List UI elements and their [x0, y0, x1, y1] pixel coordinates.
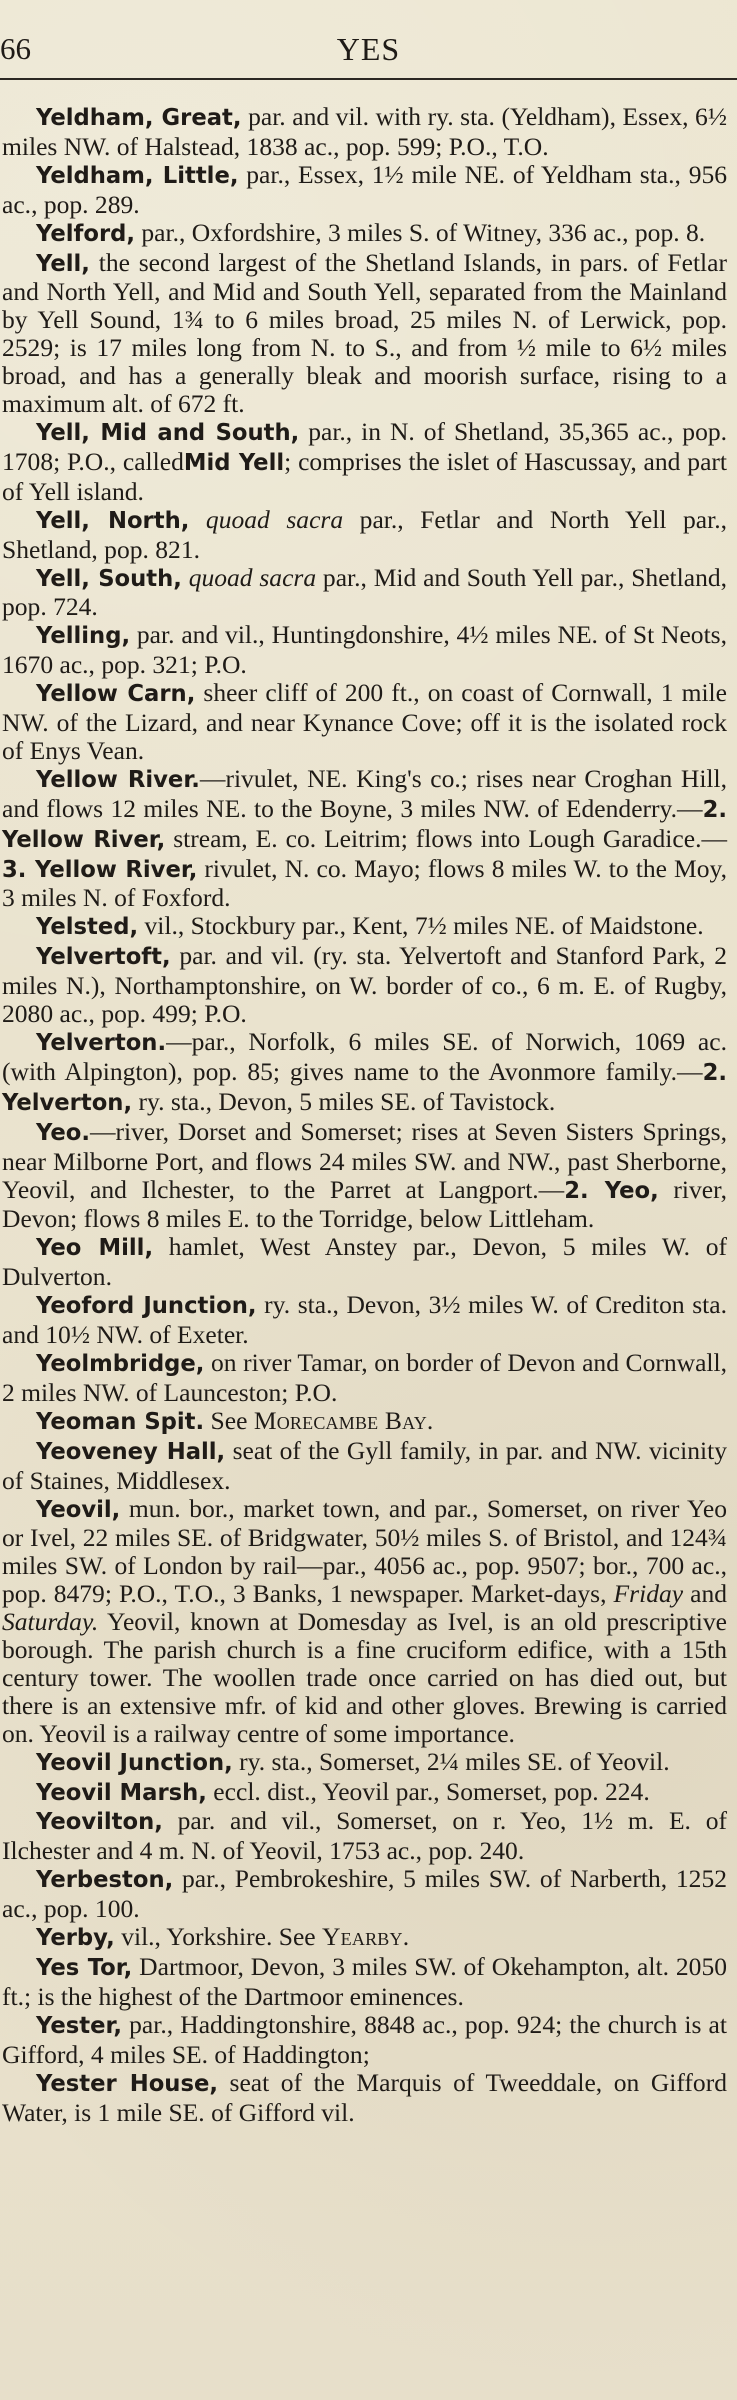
- entry-text: Dartmoor, Devon, 3 miles SW. of Okehampton, alt. 2050 ft.; is the highest of the Dartmoor eminences.: [2, 1952, 727, 2011]
- entry-tail: Yeovil, known at Domesday as Ivel, is an old prescriptive borough. The parish church is a fine cruciform edifice, with a 15th century tower. The woollen trade once carried on has died out, but there is an extensive mfr. of kid and other gloves. Brewing is carried on. Yeovil is a railway centre of some importance.: [2, 1607, 727, 1748]
- entry-yeoford-junction: [2, 1291, 727, 1349]
- entry-yelverton: [2, 1028, 727, 1118]
- headword: Yeo.: [36, 1119, 90, 1146]
- headword: Yelsted,: [36, 914, 139, 941]
- entry-text: mun. bor., market town, and par., Somerset, on river Yeo or Ivel, 22 miles SE. of Bridgwater, 50½ miles S. of Bristol, and 124¾ miles SW. of London by rail—par., 4056 ac., pop. 9507; bor., 700 ac., pop. 8479; P.O., T.O., 3 Banks, 1 newspaper. Market-days,: [2, 1493, 727, 1609]
- entry-text: on river Tamar, on border of Devon and Cornwall, 2 miles NW. of Launceston; P.O.: [2, 1347, 727, 1407]
- header-rule: [0, 78, 737, 80]
- entry-tail: river, Devon; flows 8 miles E. to the Torridge, below Littleham.: [2, 1174, 727, 1234]
- headword: Yeoford Junction,: [36, 1293, 257, 1320]
- entry-text: —river, Dorset and Somerset; rises at Seven Sisters Springs, near Milborne Port, and flows 24 miles SW. and NW., past Sherborne, Yeovil, and Ilchester, to the Parret at Langport.—: [2, 1116, 727, 1204]
- entry-text: ry. sta., Somerset, 2¼ miles SE. of Yeovil.: [232, 1746, 670, 1776]
- entry-text: seat of the Marquis of Tweeddale, on Gifford Water, is 1 mile SE. of Gifford vil.: [2, 2067, 727, 2127]
- entry-text: sheer cliff of 200 ft., on coast of Cornwall, 1 mile NW. of the Lizard, and near Kynance Cove; off it is the isolated rock of Enys Vean.: [2, 678, 727, 765]
- headword: Yeoveney Hall,: [36, 1438, 226, 1465]
- inline-number: 2.: [702, 1059, 727, 1086]
- italic-text: quoad sacra: [205, 504, 344, 534]
- entry-yell-south: [2, 564, 727, 622]
- entry-yeoveney-hall: [2, 1437, 727, 1495]
- cross-reference: Yearby: [322, 1922, 403, 1952]
- entry-yell-mid-and-south: [2, 418, 727, 506]
- page-header: [0, 0, 737, 78]
- entry-yeovil-marsh: [2, 1778, 727, 1808]
- entry-yellow-carn: [2, 679, 727, 765]
- headword: Yell,: [36, 250, 90, 277]
- headword: Yeovil Marsh,: [36, 1779, 207, 1806]
- headword: Yeovilton,: [36, 1809, 163, 1836]
- entry-tail: .: [402, 1922, 410, 1952]
- inline-headword-2: Yellow River,: [26, 856, 198, 883]
- headword: Yelford,: [36, 220, 136, 247]
- entry-text: ry. sta., Devon, 3½ miles W. of Crediton sta. and 10½ NW. of Exeter.: [2, 1290, 727, 1350]
- entry-prefix: [182, 563, 189, 592]
- entry-text: par. and vil., Somerset, on r. Yeo, 1½ m. E. of Ilchester and 4 m. N. of Yeovil, 1753 ac., pop. 240.: [2, 1806, 727, 1866]
- inline-headword: Yeo,: [588, 1177, 659, 1204]
- entry-yell-north: [2, 506, 727, 564]
- entry-text: par., Essex, 1½ mile NE. of Yeldham sta., 956 ac., pop. 289.: [2, 159, 728, 219]
- entry-mid: and: [683, 1579, 727, 1609]
- entry-text: vil., Yorkshire. See: [114, 1922, 323, 1952]
- headword: Yellow Carn,: [36, 681, 196, 708]
- entry-yeldham-great: [2, 103, 727, 161]
- page-number: 66: [0, 31, 31, 66]
- headword: Yell, Mid and South,: [36, 419, 300, 446]
- cross-reference: Morecambe Bay: [253, 1405, 427, 1435]
- entry-text: the second largest of the Shetland Islands, in pars. of Fetlar and North Yell, and Mid and South Yell, separated from the Mainland by Yell Sound, 1¾ to 6 miles broad, 25 miles N. of Lerwick, pop. 2529; is 17 miles long from N. to S., and from ½ mile to 6½ miles broad, and has a generally bleak and moorish surface, rising to a maximum alt. of 672 ft.: [2, 247, 727, 419]
- headword: Yelling,: [36, 623, 131, 650]
- entry-yes-tor: [2, 1953, 727, 2011]
- headword: Yellow River.: [36, 766, 200, 793]
- headword: Yeldham, Great,: [36, 105, 242, 131]
- headword: Yeo Mill,: [36, 1235, 154, 1262]
- entry-yeovilton: [2, 1807, 727, 1865]
- entry-yelvertoft: [2, 942, 727, 1028]
- entry-text: —rivulet, NE. King's co.; rises near Croghan Hill, and flows 12 miles NE. to the Boyne, 3 miles NW. of Edenderry.—: [2, 763, 727, 823]
- entry-yeovil: [2, 1495, 727, 1748]
- entry-yelford: [2, 219, 727, 249]
- entry-yeo: [2, 1118, 727, 1234]
- headword: Yell, North,: [36, 507, 190, 534]
- entry-text: par., Oxfordshire, 3 miles S. of Witney, 336 ac., pop. 8.: [135, 217, 706, 247]
- headword: Yeoman Spit.: [36, 1408, 205, 1435]
- entry-yelsted: [2, 912, 727, 942]
- running-head: YES: [336, 31, 401, 67]
- headword: Yerby,: [36, 1925, 115, 1952]
- headword: Yes Tor,: [36, 1955, 133, 1981]
- entry-yelling: [2, 621, 727, 679]
- inline-number-2: 3.: [2, 856, 27, 883]
- entry-tail: .: [426, 1405, 434, 1435]
- entry-yeovil-junction: [2, 1748, 727, 1778]
- entry-yell: [2, 249, 727, 418]
- entry-text: par. and vil., Huntingdonshire, 4½ miles NE. of St Neots, 1670 ac., pop. 321; P.O.: [2, 620, 727, 680]
- headword: Yell, South,: [36, 565, 182, 592]
- inline-headword: Yelverton,: [2, 1089, 133, 1116]
- entry-prefix: [189, 505, 206, 534]
- inline-headword: Yellow River,: [2, 826, 166, 853]
- entry-yester-house: [2, 2069, 727, 2127]
- entry-text: See: [204, 1405, 254, 1435]
- headword: Yester House,: [36, 2070, 218, 2097]
- entry-yellow-river: [2, 765, 727, 913]
- entry-tail: stream, E. co. Leitrim; flows into Lough Garadice.—: [165, 823, 728, 853]
- entry-yerby: [2, 1923, 727, 1953]
- entry-text: par. and vil. with ry. sta. (Yeldham), Essex, 6½ miles NW. of Halstead, 1838 ac., pop. 599; P.O., T.O.: [2, 102, 727, 161]
- entry-yeoman-spit: [2, 1407, 727, 1437]
- entry-text: —par., Norfolk, 6 miles SE. of Norwich, 1069 ac. (with Alpington), pop. 85; gives name to the Avonmore family.—: [2, 1027, 727, 1086]
- italic-text-2: Saturday.: [2, 1607, 99, 1637]
- entry-tail: ry. sta., Devon, 5 miles SE. of Tavistock.: [132, 1086, 556, 1116]
- entry-text: par., Mid and South Yell par., Shetland, pop. 724.: [2, 562, 728, 622]
- entry-yeolmbridge: [2, 1349, 727, 1407]
- entry-tail-2: rivulet, N. co. Mayo; flows 8 miles W. to the Moy, 3 miles N. of Foxford.: [2, 853, 727, 913]
- headword: Yeovil,: [36, 1496, 121, 1523]
- entry-yeldham-little: [2, 161, 727, 219]
- entry-text: par., Fetlar and North Yell par., Shetland, pop. 821.: [2, 504, 727, 564]
- entry-text: par. and vil. (ry. sta. Yelvertoft and Stanford Park, 2 miles N.), Northamptonshire, on W. border of co., 6 m. E. of Rugby, 2080 ac., pop. 499; P.O.: [2, 941, 727, 1029]
- headword: Yerbeston,: [36, 1867, 174, 1894]
- italic-text: Friday: [613, 1579, 684, 1609]
- entry-text: seat of the Gyll family, in par. and NW. vicinity of Staines, Middlesex.: [2, 1435, 727, 1495]
- entry-text: vil., Stockbury par., Kent, 7½ miles NE. of Maidstone.: [138, 911, 704, 941]
- entries-column: [2, 103, 727, 2126]
- headword: Yeolmbridge,: [36, 1350, 205, 1377]
- headword: Yelverton.: [36, 1030, 167, 1056]
- entry-text: hamlet, West Anstey par., Devon, 5 miles W. of Dulverton.: [2, 1232, 727, 1292]
- entry-yerbeston: [2, 1865, 727, 1923]
- entry-yeo-mill: [2, 1233, 727, 1291]
- inline-headword: Mid Yell: [183, 449, 285, 476]
- inline-number: 2.: [564, 1177, 589, 1204]
- entry-text: eccl. dist., Yeovil par., Somerset, pop. 224.: [206, 1776, 650, 1806]
- headword: Yeovil Junction,: [36, 1749, 233, 1776]
- headword: Yester,: [36, 2012, 122, 2039]
- entry-tail: ; comprises the islet of Hascussay, and part of Yell island.: [2, 446, 728, 506]
- entry-text: par., Pembrokeshire, 5 miles SW. of Narberth, 1252 ac., pop. 100.: [2, 1864, 727, 1924]
- entry-text: par., Haddingtonshire, 8848 ac., pop. 924; the church is at Gifford, 4 miles SE. of Haddington;: [2, 2009, 727, 2069]
- inline-number: 2.: [702, 796, 727, 823]
- entry-text: par., in N. of Shetland, 35,365 ac., pop. 1708; P.O., called: [2, 416, 727, 476]
- headword: Yelvertoft,: [36, 944, 171, 971]
- entry-yester: [2, 2011, 727, 2069]
- italic-text: quoad sacra: [188, 562, 317, 592]
- headword: Yeldham, Little,: [36, 162, 239, 189]
